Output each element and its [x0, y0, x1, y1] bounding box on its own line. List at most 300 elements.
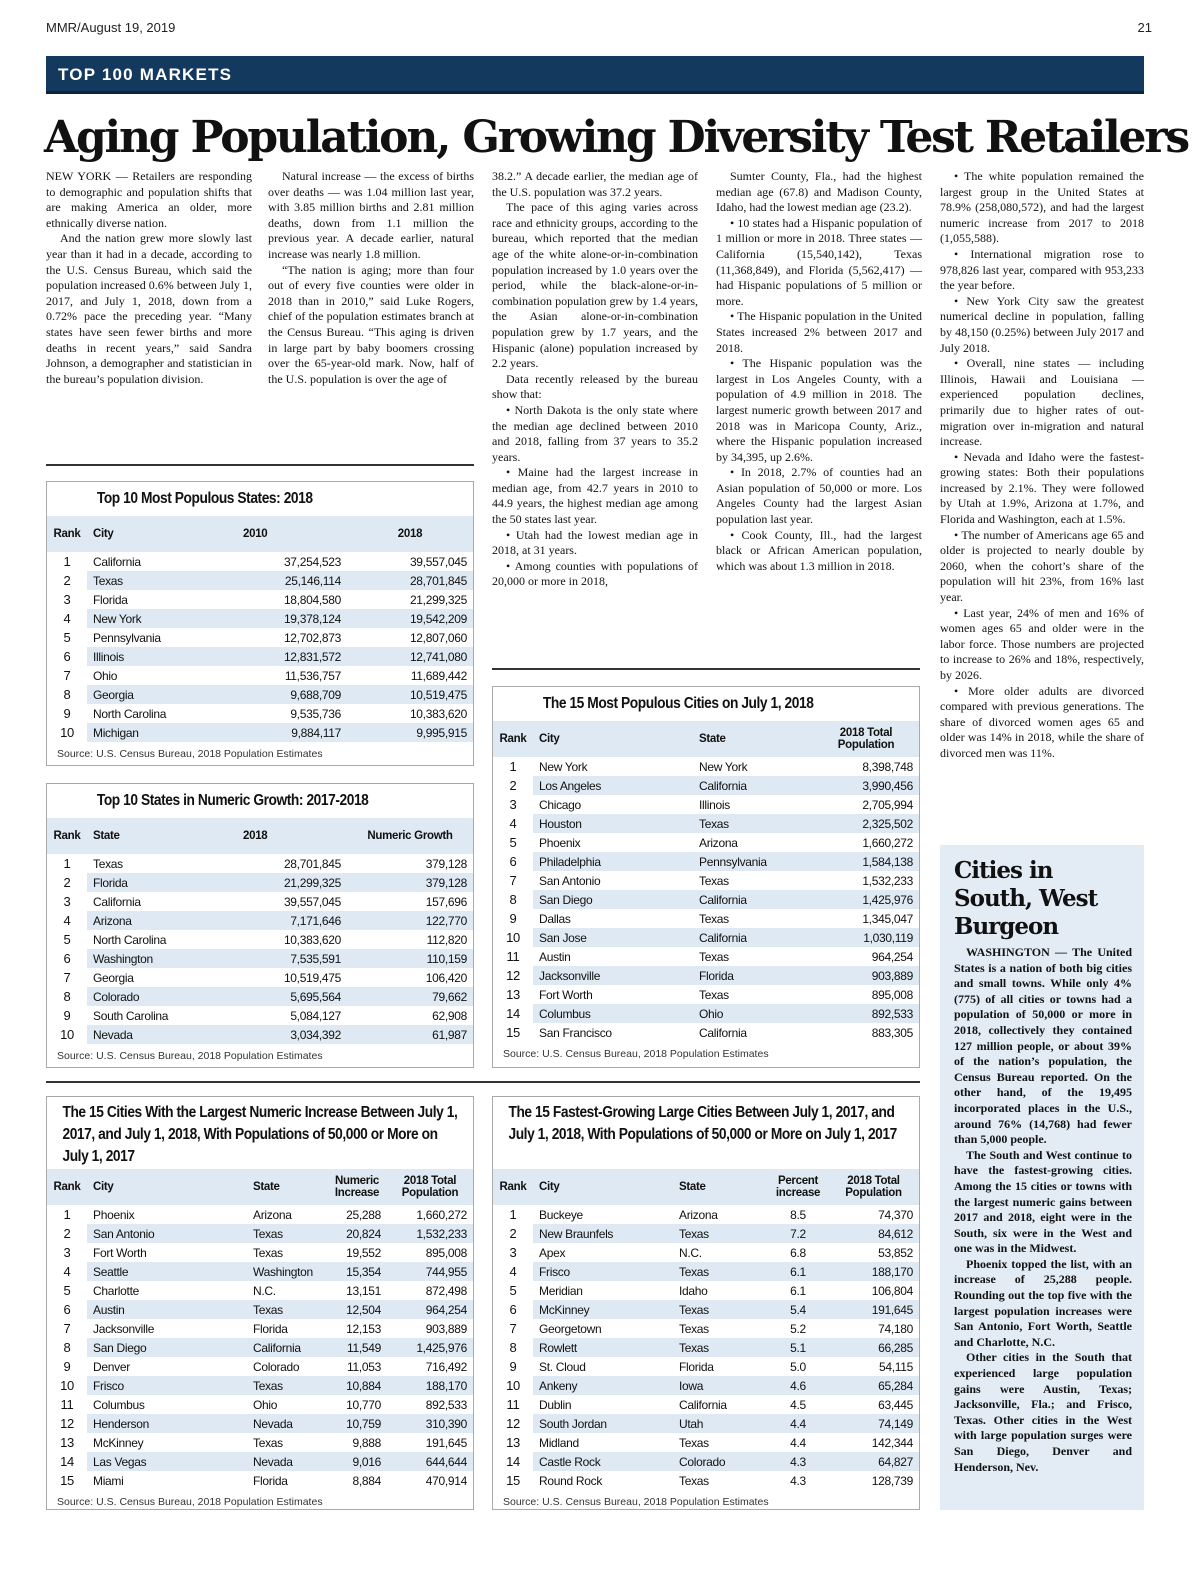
- table-cell: Texas: [693, 814, 813, 833]
- table-row: [47, 1357, 473, 1376]
- table-cell: Los Angeles: [533, 776, 693, 795]
- table-cell: 1,425,976: [813, 890, 919, 909]
- article-paragraph: The pace of this aging varies across race and ethnicity groups, according to the bureau, which reported that the median age of the white alone-or-in-combination population increased by 1.0 years over the period, while the black-alone-or-in-combination population grew by 1.4 years, the Asian alone-or-in-combination population grew by 1.7 years, and the Hispanic (alone) population increased by 2.2 years.: [492, 200, 698, 371]
- table-row: [47, 647, 473, 666]
- table-cell: 5,084,127: [290, 1008, 341, 1023]
- rank-cell: 3: [47, 1243, 87, 1262]
- rank-cell: 5: [493, 833, 533, 852]
- table-cell: Charlotte: [93, 1283, 139, 1298]
- rank-cell: 3: [47, 892, 87, 911]
- rank-cell: 6: [47, 1300, 87, 1319]
- sidebar-article: [940, 845, 1144, 1510]
- table-cell: Columbus: [93, 1397, 145, 1412]
- table-cell: Washington: [247, 1262, 327, 1281]
- article-paragraph: • In 2018, 2.7% of counties had an Asian population of 50,000 or more. Los Angeles County had the largest Asian population last year.: [716, 465, 922, 527]
- sidebar-paragraph: The South and West continue to have the fastest-growing cities. Among the 15 cities or towns with the largest numeric gains between 2017 and 2018, eight were in the South, six were in the West and one was in the Midwest.: [954, 1147, 1132, 1256]
- table-cell: Pennsylvania: [93, 630, 161, 645]
- article-paragraph: • Cook County, Ill., had the largest black or African American population, which was about 1.3 million in 2018.: [716, 527, 922, 573]
- table-row: [493, 1376, 919, 1395]
- rank-cell: 14: [493, 1452, 533, 1471]
- table-row: [493, 947, 919, 966]
- table-cell: Iowa: [673, 1376, 768, 1395]
- rank-cell: 8: [493, 1338, 533, 1357]
- table-cell: California: [93, 554, 141, 569]
- rank-cell: 7: [493, 871, 533, 890]
- data-table: [493, 1169, 919, 1490]
- table-cell: 3,034,392: [237, 1025, 347, 1044]
- table-cell: Texas: [253, 1435, 283, 1450]
- column-header: City: [93, 528, 114, 540]
- table-cell: 18,804,580: [283, 592, 341, 607]
- table-cell: 63,445: [878, 1397, 913, 1412]
- table-cell: Castle Rock: [533, 1452, 673, 1471]
- table-cell: 10,519,475: [347, 685, 473, 704]
- article-paragraph: • International migration rose to 978,826 last year, compared with 953,233 the year before.: [940, 246, 1144, 293]
- table-most-populous-states: [46, 481, 474, 766]
- sidebar-paragraph: WASHINGTON — The United States is a nation of both big cities and small towns. While only 4% (775) of all cities or towns had a population of 50,000 or more in 2018, collectively they contained 127 million people, or about 39% of the nation’s population, the Census Bureau reported. On the other hand, of the 19,495 incorporated places in the U.S., around 76% (14,768) had fewer than 5,000 people.: [954, 945, 1132, 1147]
- rank-cell: 15: [493, 1023, 533, 1042]
- headline: Aging Population, Growing Diversity Test Retailers: [44, 112, 1188, 163]
- table-title: The 15 Cities With the Largest Numeric Increase Between July 1, 2017, and July 1, 2018, With Populations of 50,000 or More on July 1, 2017: [62, 1104, 458, 1165]
- table-cell: Illinois: [699, 797, 730, 812]
- table-source: Source: U.S. Census Bureau, 2018 Population Estimates: [503, 1048, 769, 1060]
- table-cell: 872,498: [425, 1283, 467, 1298]
- article-paragraph: • The number of Americans age 65 and older is projected to nearly double by 2060, when the cohort’s share of the population will hit 23%, from 16% last year.: [940, 527, 1144, 605]
- table-cell: Philadelphia: [533, 852, 693, 871]
- table-cell: 79,662: [347, 987, 473, 1006]
- table-row: [47, 1338, 473, 1357]
- table-cell: 39,557,045: [409, 554, 467, 569]
- sidebar-paragraph: Other cities in the South that experienced large population gains were Austin, Texas; Jacksonville, Fla.; and Frisco, Texas. Other cities in the West with large population surges were San Diego, Denver and Henderson, Nev.: [954, 1350, 1132, 1474]
- table-cell: Seattle: [87, 1262, 247, 1281]
- table-cell: South Jordan: [533, 1414, 673, 1433]
- table-cell: 2,325,502: [813, 814, 919, 833]
- table-cell: 20,824: [327, 1224, 387, 1243]
- table-row: [47, 1376, 473, 1395]
- table-row: [47, 1471, 473, 1490]
- table-cell: 188,170: [828, 1262, 919, 1281]
- article-paragraph: • Maine had the largest increase in median age, from 42.7 years in 2010 to 44.9 years, the highest median age among the 50 states last year.: [492, 465, 698, 527]
- table-cell: Texas: [253, 1245, 283, 1260]
- rank-cell: 2: [47, 571, 87, 590]
- table-cell: 10,884: [327, 1376, 387, 1395]
- table-cell: California: [693, 776, 813, 795]
- rank-cell: 8: [47, 1338, 87, 1357]
- table-source: Source: U.S. Census Bureau, 2018 Population Estimates: [57, 748, 323, 760]
- table-row: [493, 852, 919, 871]
- table-cell: Texas: [699, 911, 729, 926]
- table-cell: 7,171,646: [237, 911, 347, 930]
- rank-cell: 3: [47, 590, 87, 609]
- column-header: Numeric Growth: [367, 830, 453, 842]
- rank-cell: 13: [493, 985, 533, 1004]
- rank-cell: 9: [493, 1357, 533, 1376]
- table-row: [47, 552, 473, 571]
- table-cell: 379,128: [347, 873, 473, 892]
- table-cell: Georgia: [87, 685, 237, 704]
- table-cell: 8,398,748: [862, 759, 913, 774]
- table-row: [47, 1243, 473, 1262]
- table-header-row: [47, 1169, 473, 1205]
- table-cell: 1,345,047: [862, 911, 913, 926]
- table-cell: Dallas: [539, 911, 571, 926]
- table-cell: Texas: [699, 987, 729, 1002]
- table-row: [493, 966, 919, 985]
- data-table: [47, 1169, 473, 1490]
- table-row: [47, 911, 473, 930]
- table-cell: San Diego: [533, 890, 693, 909]
- table-cell: 11,549: [327, 1338, 387, 1357]
- rank-cell: 8: [493, 890, 533, 909]
- table-row: [47, 1414, 473, 1433]
- rank-cell: 14: [47, 1452, 87, 1471]
- table-cell: Nevada: [247, 1452, 327, 1471]
- rank-cell: 12: [47, 1414, 87, 1433]
- table-row: [47, 1452, 473, 1471]
- sidebar-body: [954, 945, 1132, 1475]
- table-cell: Georgia: [93, 970, 134, 985]
- table-cell: 895,008: [425, 1245, 467, 1260]
- table-cell: Arizona: [679, 1207, 718, 1222]
- table-cell: Florida: [253, 1321, 288, 1336]
- table-cell: 12,504: [327, 1300, 387, 1319]
- column-header: City: [93, 1181, 114, 1193]
- table-cell: 4.6: [768, 1376, 828, 1395]
- table-cell: 4.3: [768, 1452, 828, 1471]
- table-cell: 1,660,272: [416, 1207, 467, 1222]
- table-cell: 112,820: [426, 932, 467, 947]
- column-header: State: [679, 1181, 706, 1193]
- rank-cell: 7: [47, 968, 87, 987]
- table-row: [493, 1395, 919, 1414]
- table-cell: 8.5: [790, 1207, 806, 1222]
- table-cell: 892,533: [425, 1397, 467, 1412]
- table-row: [493, 1338, 919, 1357]
- rank-cell: 15: [47, 1471, 87, 1490]
- rank-cell: 10: [47, 1376, 87, 1395]
- rank-cell: 6: [493, 852, 533, 871]
- table-cell: 21,299,325: [237, 873, 347, 892]
- table-cell: New York: [87, 609, 237, 628]
- table-row: [47, 1300, 473, 1319]
- table-cell: 903,889: [425, 1321, 467, 1336]
- table-cell: Idaho: [679, 1283, 708, 1298]
- table-cell: California: [699, 1025, 747, 1040]
- table-cell: Texas: [673, 1262, 768, 1281]
- table-row: [493, 1300, 919, 1319]
- rank-cell: 6: [47, 647, 87, 666]
- table-cell: 12,702,873: [283, 630, 341, 645]
- table-cell: 10,519,475: [283, 970, 341, 985]
- table-cell: Arizona: [87, 911, 237, 930]
- data-table: [493, 721, 919, 1042]
- table-cell: Florida: [253, 1473, 288, 1488]
- article-paragraph: • Utah had the lowest median age in 2018, at 31 years.: [492, 527, 698, 558]
- rank-cell: 5: [493, 1281, 533, 1300]
- table-cell: Arizona: [253, 1207, 292, 1222]
- table-cell: Phoenix: [93, 1207, 135, 1222]
- table-cell: San Jose: [533, 928, 693, 947]
- table-cell: 39,557,045: [283, 894, 341, 909]
- rank-cell: 7: [47, 1319, 87, 1338]
- rank-cell: 5: [47, 930, 87, 949]
- table-cell: New Braunfels: [533, 1224, 673, 1243]
- table-cell: South Carolina: [93, 1008, 169, 1023]
- rank-cell: 12: [493, 966, 533, 985]
- table-row: [47, 1319, 473, 1338]
- table-cell: 28,701,845: [283, 856, 341, 871]
- rank-cell: 11: [493, 1395, 533, 1414]
- table-cell: 9,995,915: [347, 723, 473, 742]
- table-cell: Florida: [93, 592, 128, 607]
- rank-cell: 4: [47, 1262, 87, 1281]
- table-cell: 19,542,209: [347, 609, 473, 628]
- rank-cell: 2: [493, 1224, 533, 1243]
- table-cell: 11,536,757: [284, 668, 341, 683]
- table-cell: 1,584,138: [813, 852, 919, 871]
- table-row: [493, 1357, 919, 1376]
- table-cell: N.C.: [253, 1283, 276, 1298]
- table-cell: St. Cloud: [539, 1359, 586, 1374]
- table-cell: 8,884: [352, 1473, 381, 1488]
- table-cell: 4.4: [768, 1414, 828, 1433]
- rank-cell: 2: [493, 776, 533, 795]
- table-cell: Jacksonville: [93, 1321, 155, 1336]
- table-cell: 9,016: [327, 1452, 387, 1471]
- section-banner: [46, 56, 1144, 94]
- table-row: [47, 571, 473, 590]
- table-cell: Jacksonville: [533, 966, 693, 985]
- column-header: Rank: [499, 733, 527, 745]
- table-cell: 10,759: [327, 1414, 387, 1433]
- table-cell: 25,288: [346, 1207, 381, 1222]
- table-cell: 15,354: [327, 1262, 387, 1281]
- table-row: [493, 1224, 919, 1243]
- table-cell: 895,008: [871, 987, 913, 1002]
- table-cell: 74,149: [828, 1414, 919, 1433]
- table-cell: Austin: [87, 1300, 247, 1319]
- table-cell: Texas: [679, 1321, 709, 1336]
- table-cell: Georgetown: [539, 1321, 602, 1336]
- table-cell: Florida: [679, 1359, 714, 1374]
- table-row: [493, 1004, 919, 1023]
- table-cell: 12,741,080: [347, 647, 473, 666]
- table-cell: 4.5: [790, 1397, 806, 1412]
- table-row: [493, 814, 919, 833]
- table-cell: 106,804: [871, 1283, 913, 1298]
- article-paragraph: • Overall, nine states — including Illinois, Hawaii and Louisiana — experienced population declines, primarily due to higher rates of out-migration over in-migration and natural increase.: [940, 356, 1144, 449]
- table-row: [493, 795, 919, 814]
- divider: [46, 464, 474, 466]
- table-header-row: [493, 721, 919, 757]
- table-cell: California: [93, 894, 141, 909]
- rank-cell: 4: [47, 911, 87, 930]
- sidebar-title: Cities in South, West Burgeon: [954, 857, 1098, 940]
- divider: [46, 1081, 920, 1083]
- rank-cell: 8: [47, 987, 87, 1006]
- rank-cell: 4: [493, 814, 533, 833]
- table-cell: Columbus: [533, 1004, 693, 1023]
- table-header-row: [47, 818, 473, 854]
- table-cell: 61,987: [347, 1025, 473, 1044]
- table-cell: 964,254: [871, 949, 913, 964]
- article-paragraph: Data recently released by the bureau show that:: [492, 371, 698, 402]
- rank-cell: 8: [47, 685, 87, 704]
- section-label: TOP 100 MARKETS: [58, 65, 233, 84]
- rank-cell: 1: [47, 1205, 87, 1224]
- table-cell: 12,831,572: [237, 647, 347, 666]
- page-header: [46, 20, 1154, 40]
- table-cell: 122,770: [347, 911, 473, 930]
- column-header: State: [253, 1181, 280, 1193]
- table-cell: 19,552: [346, 1245, 381, 1260]
- article-paragraph: • More older adults are divorced compared with previous generations. The share of divorced women ages 65 and older was 14% in 2018, while the share of divorced men was 11%.: [940, 683, 1144, 760]
- table-row: [493, 1319, 919, 1338]
- table-row: [47, 1433, 473, 1452]
- table-title: The 15 Fastest-Growing Large Cities Between July 1, 2017, and July 1, 2018, With Populations of 50,000 or More on July 1, 2017: [508, 1104, 897, 1143]
- table-cell: 9,535,736: [290, 706, 341, 721]
- table-row: [493, 1243, 919, 1262]
- table-cell: 66,285: [828, 1338, 919, 1357]
- table-cell: 191,645: [425, 1435, 467, 1450]
- table-cell: 11,689,442: [410, 668, 467, 683]
- article-paragraph: • The Hispanic population in the United States increased 2% between 2017 and 2018.: [716, 309, 922, 355]
- table-row: [47, 609, 473, 628]
- data-table: [47, 516, 473, 742]
- table-cell: California: [247, 1338, 327, 1357]
- table-cell: Apex: [539, 1245, 566, 1260]
- table-cell: Meridian: [539, 1283, 583, 1298]
- table-cell: North Carolina: [93, 932, 167, 947]
- article-column-5: [940, 169, 1144, 762]
- table-cell: Las Vegas: [87, 1452, 247, 1471]
- table-cell: Nevada: [87, 1025, 237, 1044]
- table-cell: 142,344: [871, 1435, 913, 1450]
- article-paragraph: NEW YORK — Retailers are responding to demographic and population shifts that are making America an older, more ethnically diverse nation.: [46, 169, 252, 230]
- table-cell: Round Rock: [539, 1473, 603, 1488]
- table-cell: Chicago: [539, 797, 581, 812]
- table-cell: 10,383,620: [409, 706, 467, 721]
- table-cell: 892,533: [813, 1004, 919, 1023]
- table-cell: 903,889: [813, 966, 919, 985]
- table-cell: 4.4: [790, 1435, 806, 1450]
- table-cell: 6.8: [790, 1245, 806, 1260]
- rank-cell: 10: [47, 1025, 87, 1044]
- column-header: 2010: [243, 528, 268, 540]
- table-cell: California: [679, 1397, 727, 1412]
- table-cell: Colorado: [673, 1452, 768, 1471]
- rank-cell: 7: [47, 666, 87, 685]
- rank-cell: 13: [493, 1433, 533, 1452]
- column-header: 2018: [397, 528, 423, 540]
- table-cell: N.C.: [679, 1245, 702, 1260]
- table-cell: Texas: [679, 1473, 709, 1488]
- table-cell: New York: [539, 759, 588, 774]
- table-cell: California: [693, 890, 813, 909]
- table-cell: Texas: [93, 856, 123, 871]
- table-header-row: [493, 1169, 919, 1205]
- table-cell: Florida: [693, 966, 813, 985]
- column-header: State: [93, 830, 120, 842]
- table-cell: Buckeye: [539, 1207, 583, 1222]
- rank-cell: 12: [493, 1414, 533, 1433]
- table-row: [493, 909, 919, 928]
- table-cell: 716,492: [425, 1359, 467, 1374]
- table-cell: Dublin: [539, 1397, 572, 1412]
- rank-cell: 10: [493, 1376, 533, 1395]
- table-cell: 5,695,564: [237, 987, 347, 1006]
- table-cell: 74,180: [878, 1321, 913, 1336]
- table-row: [493, 1471, 919, 1490]
- article-paragraph: 38.2.” A decade earlier, the median age of the U.S. population was 37.2 years.: [492, 169, 698, 199]
- article-column-3: [492, 169, 698, 590]
- table-row: [493, 1262, 919, 1281]
- rank-cell: 1: [47, 552, 87, 571]
- article-paragraph: Natural increase — the excess of births over deaths — was 1.04 million last year, with 3.85 million births and 2.81 million deaths, down from 1.1 million the previous year. A decade earlier, natural increase was nearly 1.8 million.: [268, 169, 474, 261]
- table-row: [47, 949, 473, 968]
- table-cell: Midland: [539, 1435, 579, 1450]
- table-cell: 7,535,591: [237, 949, 347, 968]
- table-source: Source: U.S. Census Bureau, 2018 Population Estimates: [57, 1496, 323, 1508]
- table-cell: Texas: [247, 1300, 327, 1319]
- table-cell: Fort Worth: [93, 1245, 147, 1260]
- table-cell: Florida: [87, 873, 237, 892]
- article-paragraph: • Among counties with populations of 20,000 or more in 2018,: [492, 558, 698, 589]
- table-cell: McKinney: [93, 1435, 144, 1450]
- column-header: Percent increase: [775, 1175, 821, 1199]
- rank-cell: 6: [47, 949, 87, 968]
- table-cell: 64,827: [828, 1452, 919, 1471]
- rank-cell: 14: [493, 1004, 533, 1023]
- table-cell: Denver: [93, 1359, 130, 1374]
- table-cell: 191,645: [828, 1300, 919, 1319]
- column-header: 2018 Total Population: [845, 1175, 902, 1199]
- column-header: Rank: [53, 1181, 81, 1193]
- table-cell: Arizona: [699, 835, 738, 850]
- table-cell: 9,884,117: [237, 723, 347, 742]
- table-numeric-growth-states: [46, 783, 474, 1068]
- rank-cell: 4: [493, 1262, 533, 1281]
- table-row: [47, 1281, 473, 1300]
- table-cell: Miami: [93, 1473, 124, 1488]
- rank-cell: 9: [47, 704, 87, 723]
- table-cell: Texas: [673, 1224, 768, 1243]
- table-row: [47, 1006, 473, 1025]
- table-row: [493, 985, 919, 1004]
- table-cell: 2,705,994: [862, 797, 913, 812]
- table-cell: 5.2: [790, 1321, 806, 1336]
- table-cell: Houston: [533, 814, 693, 833]
- table-cell: Illinois: [87, 647, 237, 666]
- table-cell: Washington: [87, 949, 237, 968]
- rank-cell: 2: [47, 873, 87, 892]
- table-cell: 5.1: [768, 1338, 828, 1357]
- table-cell: Ohio: [93, 668, 118, 683]
- table-cell: Phoenix: [539, 835, 581, 850]
- table-row: [47, 666, 473, 685]
- rank-cell: 9: [47, 1357, 87, 1376]
- sidebar-paragraph: Phoenix topped the list, with an increase of 25,288 people. Rounding out the top five with the largest population increases were San Antonio, Fort Worth, Seattle and Charlotte, N.C.: [954, 1256, 1132, 1349]
- table-cell: Utah: [673, 1414, 768, 1433]
- rank-cell: 1: [493, 1205, 533, 1224]
- table-row: [47, 1205, 473, 1224]
- table-row: [47, 987, 473, 1006]
- rank-cell: 10: [47, 723, 87, 742]
- table-cell: 7.2: [768, 1224, 828, 1243]
- table-cell: 310,390: [387, 1414, 473, 1433]
- table-cell: 53,852: [878, 1245, 913, 1260]
- table-cell: McKinney: [533, 1300, 673, 1319]
